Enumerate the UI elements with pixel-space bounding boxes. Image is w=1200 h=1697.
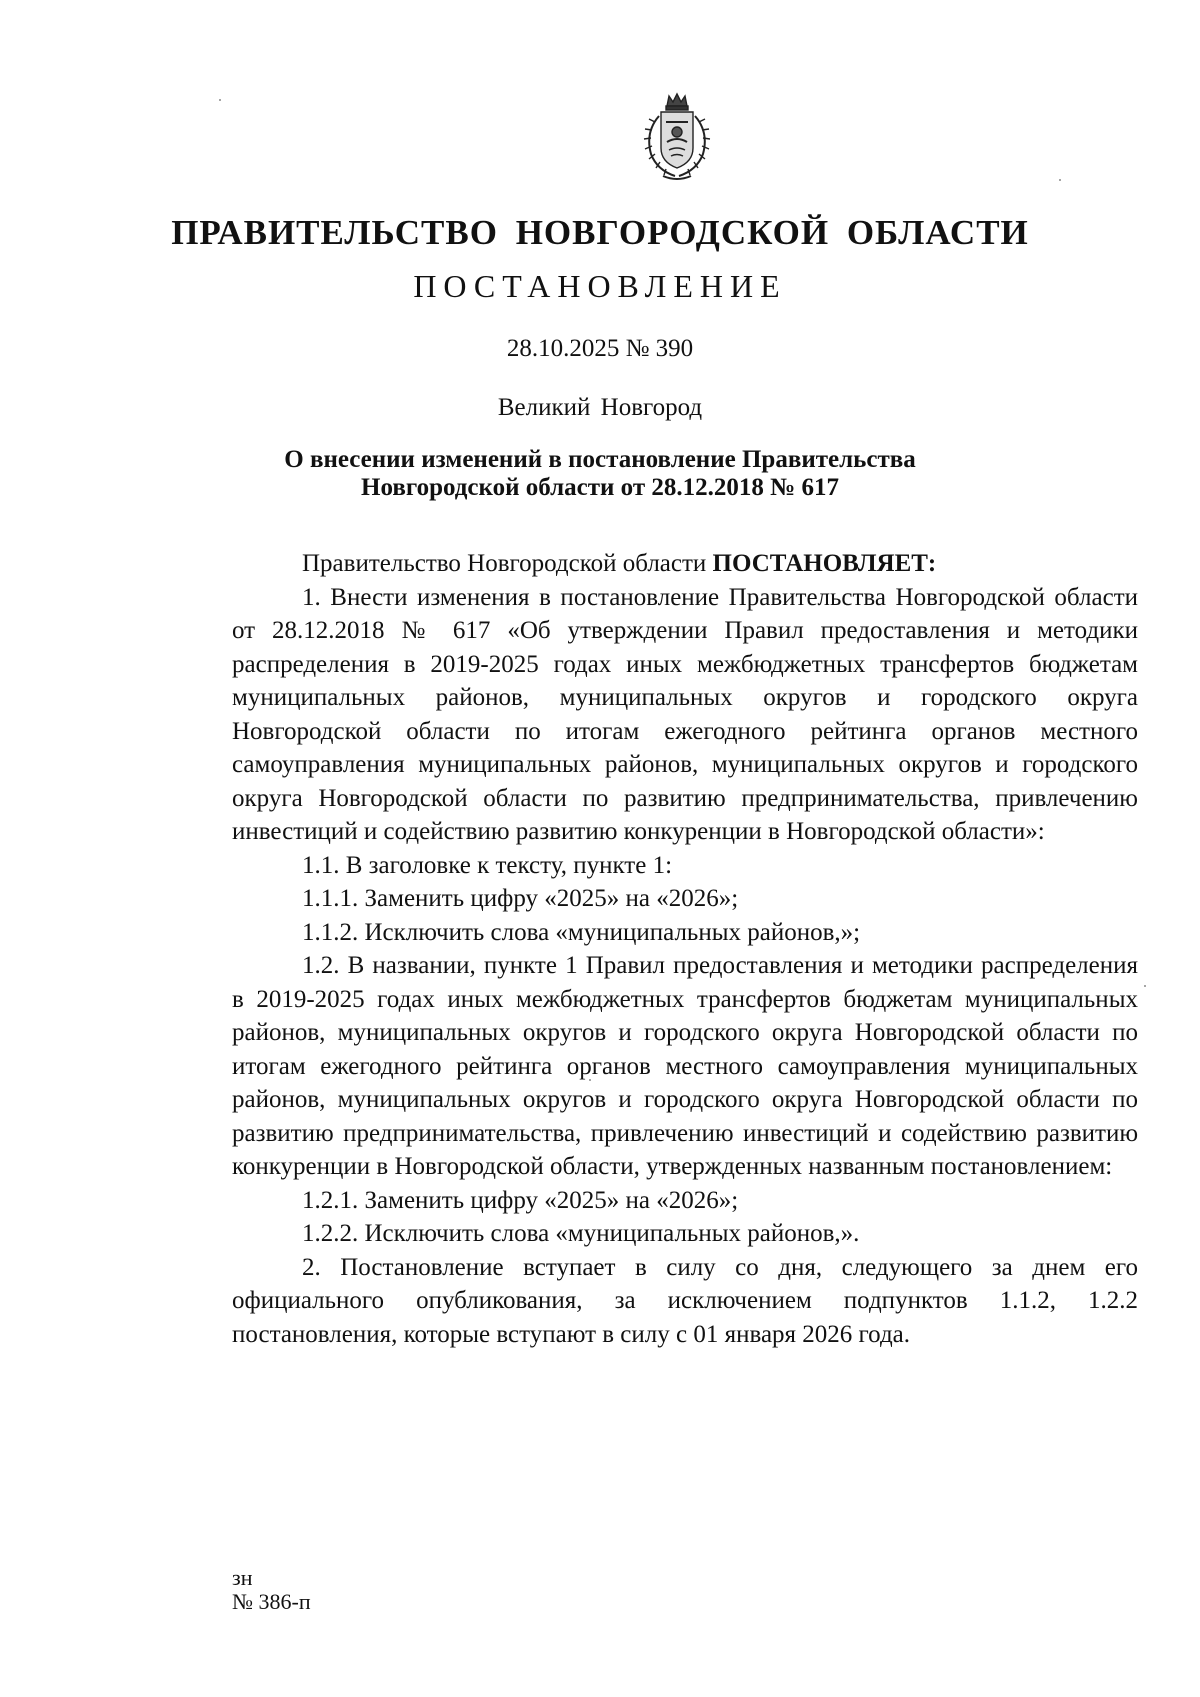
document-date-number: 28.10.2025 № 390 [506,335,694,362]
paragraph-1-1: 1.1. В заголовке к тексту, пункте 1: [302,851,673,879]
subject-line-2: Новгородской области от 28.12.2018 № 617 [361,474,839,501]
scan-artifact [1059,179,1061,181]
footer-note [232,1566,311,1614]
scan-artifact [1144,985,1146,987]
paragraph-1-1-2: 1.1.2. Исключить слова «муниципальных районов,»; [302,918,861,946]
paragraph-2: 2. Постановление вступает в силу со дня, следующего за днем его официального опубликования, за исключением подпунктов 1.1.2, 1.2.2 постановления, которые вступают в силу с 01 января 2026 года. [232,1253,1138,1348]
document-type: ПОСТАНОВЛЕНИЕ [413,268,787,304]
preamble [232,547,1138,581]
footer-initials: зн [232,1565,253,1590]
document-body [232,547,1138,1351]
coat-of-arms-icon [633,92,721,184]
paragraph-1-2: 1.2. В названии, пункте 1 Правил предоставления и методики распределения в 2019-2025 годах иных межбюджетных трансфертов бюджетам муниципальных районов, муниципальных округов и городского округа Новгородской области по итогам ежегодного рейтинга органов местного самоуправления муниципальных районов, муниципальных округов и городского округа Новгородской области по развитию предпринимательства, привлечению инвестиций и содействию развитию конкуренции в Новгородской области, утвержденных названным постановлением: [232,952,1138,1180]
paragraph-1-2-1: 1.2.1. Заменить цифру «2025» на «2026»; [302,1186,739,1214]
preamble-text: Правительство Новгородской области [302,550,713,577]
document-city: Великий Новгород [497,394,703,421]
subject-line-1: О внесении изменений в постановление Правительства [284,446,916,473]
paragraph-1-1-1: 1.1.1. Заменить цифру «2025» на «2026»; [302,885,739,912]
footer-registry-number: № 386-п [232,1589,311,1614]
paragraph-1: 1. Внести изменения в постановление Правительства Новгородской области от 28.12.2018 № 617 «Об утверждении Правил предоставления и методики распределения в 2019-2025 годах иных межбюджетных трансфертов бюджетам муниципальных районов, муниципальных округов и городского округа Новгородской области по итогам ежегодного рейтинга органов местного самоуправления муниципальных районов, муниципальных округов и городского округа Новгородской области по развитию предпринимательства, привлечению инвестиций и содействию развитию конкуренции в Новгородской области»: [232,583,1138,845]
document-subject [0,446,1200,502]
government-title: ПРАВИТЕЛЬСТВО НОВГОРОДСКОЙ ОБЛАСТИ [171,213,1029,252]
scan-artifact [589,1079,591,1081]
scan-artifact [219,99,221,101]
paragraph-1-2-2: 1.2.2. Исключить слова «муниципальных районов,». [302,1220,860,1247]
preamble-resolves: ПОСТАНОВЛЯЕТ: [712,550,937,577]
